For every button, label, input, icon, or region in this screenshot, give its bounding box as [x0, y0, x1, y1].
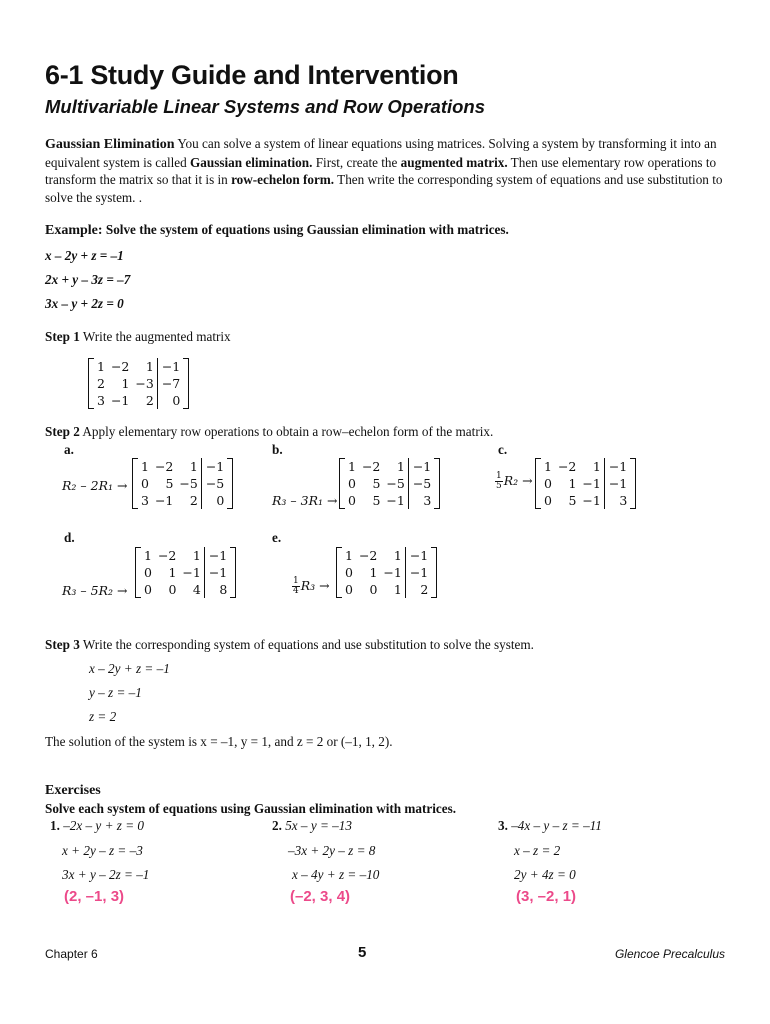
matrix-row — [138, 492, 227, 509]
matrix-cell: 0 — [544, 476, 552, 491]
fraction-numerator: 1 — [496, 471, 502, 481]
matrix-cell: −5 — [179, 476, 198, 491]
step2-instruction — [45, 424, 493, 440]
row-operation: R₃ – 3R₁ → — [272, 493, 338, 508]
row-operation: R₃ – 5R₂ → — [62, 583, 128, 598]
example-equation: 3x – y + 2z = 0 — [45, 296, 124, 311]
matrix-cell: 2 — [405, 581, 431, 598]
matrix-bracket-right — [431, 547, 437, 598]
matrix-cell: 3 — [97, 393, 105, 408]
step3-text: Write the corresponding system of equations and use substitution to solve the system. — [79, 637, 534, 652]
exercise-item — [498, 818, 602, 834]
fraction — [292, 577, 300, 596]
step3-equation: x – 2y + z = –1 — [89, 661, 170, 676]
matrix-row — [345, 458, 434, 475]
matrix-cell: 0 — [544, 493, 552, 508]
example-heading: Example: — [45, 223, 103, 238]
matrix-cell: −2 — [157, 548, 177, 563]
matrix-cell: 0 — [141, 476, 149, 491]
step3-equation: y – z = –1 — [89, 685, 142, 700]
page-number: 5 — [358, 944, 367, 961]
matrix-row — [345, 492, 434, 509]
exercise-equation: 5x – y = –13 — [285, 818, 352, 833]
step3-instruction — [45, 637, 534, 653]
matrix-cell: −2 — [557, 459, 577, 474]
matrix-cell: −1 — [204, 564, 230, 581]
matrix-bracket-right — [227, 458, 233, 509]
matrix-cell: 1 — [396, 459, 405, 474]
matrix-cell: 0 — [157, 392, 183, 409]
matrix-cell: 0 — [345, 565, 353, 580]
matrix-cell: −1 — [405, 547, 431, 564]
matrix-cell: 1 — [141, 459, 149, 474]
matrix-cell: 1 — [393, 582, 402, 597]
matrix-bracket-right — [434, 458, 440, 509]
matrix-cell: −1 — [604, 475, 630, 492]
exercise-equation: –3x + 2y – z = 8 — [288, 843, 376, 858]
matrix-row — [342, 547, 431, 564]
matrix-cell: −1 — [408, 458, 434, 475]
matrix-cell: 1 — [345, 548, 353, 563]
matrix-cell: −5 — [201, 475, 227, 492]
intro-paragraph — [45, 135, 735, 206]
intro-text-3: Then use elementary row operations to transform the matrix so that it is in — [45, 154, 717, 187]
matrix-cell: −2 — [154, 459, 174, 474]
matrix-cell: −1 — [154, 493, 174, 508]
matrix-cell: 1 — [121, 376, 130, 391]
matrix-row — [141, 564, 230, 581]
matrix-cell: 0 — [168, 582, 177, 597]
matrix-cell: 0 — [144, 565, 152, 580]
matrix-row — [541, 458, 630, 475]
exercise-equation: x + 2y – z = –3 — [62, 843, 143, 858]
matrix-cell: 3 — [408, 492, 434, 509]
matrix-cell: −1 — [582, 476, 601, 491]
part-label: e. — [272, 530, 282, 545]
exercise-answer: (2, –1, 3) — [64, 888, 125, 905]
matrix-e — [336, 547, 437, 603]
matrix-cell: 2 — [145, 393, 154, 408]
matrix-bracket-right — [183, 358, 189, 409]
matrix-cell: 1 — [192, 548, 201, 563]
matrix-row — [342, 581, 431, 598]
example-equation: x – 2y + z = –1 — [45, 248, 124, 263]
row-operation-group — [495, 472, 533, 491]
matrix-cell: 3 — [141, 493, 149, 508]
exercise-number: 1. — [50, 818, 60, 833]
step1-text: Write the augmented matrix — [79, 329, 231, 344]
term-gaussian-elimination: Gaussian elimination. — [190, 154, 313, 170]
matrix-row — [94, 375, 183, 392]
matrix-cell: 0 — [369, 582, 378, 597]
example-instructions: Solve the system of equations using Gaussian elimination with matrices. — [102, 222, 509, 237]
matrix-cell: 0 — [345, 582, 353, 597]
step1-matrix — [88, 358, 189, 414]
exercise-equation: –4x – y – z = –11 — [511, 818, 602, 833]
matrix-d — [135, 547, 236, 603]
matrix-a — [132, 458, 233, 514]
row-operation: R₂ – 2R₁ → — [62, 478, 128, 493]
fraction-denominator: 4 — [293, 586, 299, 596]
matrix-c — [535, 458, 636, 514]
matrix-row — [141, 547, 230, 564]
exercise-equation: 2y + 4z = 0 — [514, 867, 576, 882]
matrix-cell: 5 — [568, 493, 577, 508]
matrix-cell: −5 — [386, 476, 405, 491]
solution-statement: The solution of the system is x = –1, y = 1, and z = 2 or (–1, 1, 2). — [45, 734, 393, 749]
matrix-cell: 1 — [544, 459, 552, 474]
matrix-cell: −1 — [182, 565, 201, 580]
matrix-cell: −3 — [135, 376, 154, 391]
matrix-cell: −2 — [110, 359, 130, 374]
matrix-row — [94, 358, 183, 375]
matrix-cell: 2 — [97, 376, 105, 391]
step2-label: Step 2 — [45, 424, 80, 439]
matrix-cell: −1 — [582, 493, 601, 508]
intro-text-2: First, create the — [312, 154, 401, 170]
example-equation: 2x + y – 3z = –7 — [45, 272, 131, 287]
exercise-number: 2. — [272, 818, 282, 833]
matrix-cell: 2 — [189, 493, 198, 508]
matrix-row — [541, 475, 630, 492]
matrix-cell: −2 — [358, 548, 378, 563]
exercise-equation: x – 4y + z = –10 — [292, 867, 380, 882]
matrix-cell: 4 — [192, 582, 201, 597]
part-label: d. — [64, 530, 75, 545]
exercise-equation: 3x + y – 2z = –1 — [62, 867, 150, 882]
step3-equation: z = 2 — [89, 709, 117, 724]
exercise-answer: (–2, 3, 4) — [290, 888, 351, 905]
exercise-item — [50, 818, 144, 834]
matrix-cell: −1 — [386, 493, 405, 508]
matrix-cell: 0 — [348, 476, 356, 491]
exercise-item — [272, 818, 352, 834]
matrix-row — [138, 458, 227, 475]
step1-label: Step 1 — [45, 329, 80, 344]
intro-text-1: You can solve a system of linear equations using matrices. Solving a system by transforming it into an equivalent system is called — [45, 136, 717, 170]
part-label: b. — [272, 442, 283, 457]
matrix-cell: −7 — [157, 375, 183, 392]
step1-instruction — [45, 329, 231, 345]
matrix-row — [94, 392, 183, 409]
matrix-cell: −2 — [361, 459, 381, 474]
matrix-cell: 1 — [145, 359, 154, 374]
fraction — [495, 472, 503, 491]
fraction-numerator: 1 — [293, 576, 299, 586]
footer-book: Glencoe Precalculus — [614, 947, 725, 961]
exercises-instructions: Solve each system of equations using Gaussian elimination with matrices. — [45, 801, 457, 816]
matrix-cell: −1 — [204, 547, 230, 564]
matrix-cell: 1 — [369, 565, 378, 580]
exercise-equation: –2x – y + z = 0 — [63, 818, 144, 833]
matrix-cell: 1 — [168, 565, 177, 580]
matrix-cell: 3 — [604, 492, 630, 509]
matrix-cell: −5 — [408, 475, 434, 492]
matrix-row — [541, 492, 630, 509]
matrix-cell: −1 — [405, 564, 431, 581]
matrix-cell: 1 — [393, 548, 402, 563]
part-label: c. — [498, 442, 508, 457]
matrix-cell: −1 — [157, 358, 183, 375]
step3-label: Step 3 — [45, 637, 80, 652]
matrix-cell: 1 — [97, 359, 105, 374]
matrix-cell: −1 — [110, 393, 130, 408]
row-operation: R₂ → — [503, 473, 533, 488]
term-augmented-matrix: augmented matrix. — [400, 154, 508, 170]
row-operation-group — [292, 577, 330, 596]
intro-lead: Gaussian Elimination — [45, 137, 175, 152]
matrix-cell: 1 — [189, 459, 198, 474]
matrix-cell: 5 — [165, 476, 174, 491]
step2-text: Apply elementary row operations to obtain a row–echelon form of the matrix. — [79, 424, 494, 439]
exercise-answer: (3, –2, 1) — [516, 888, 577, 905]
footer-chapter: Chapter 6 — [45, 947, 98, 961]
matrix-cell: 0 — [144, 582, 152, 597]
matrix-row — [141, 581, 230, 598]
part-label: a. — [64, 442, 74, 457]
matrix-cell: −1 — [604, 458, 630, 475]
exercise-number: 3. — [498, 818, 508, 833]
matrix-cell: 1 — [592, 459, 601, 474]
matrix-row — [342, 564, 431, 581]
matrix-cell: −1 — [201, 458, 227, 475]
matrix-row — [345, 475, 434, 492]
matrix-cell: −1 — [383, 565, 402, 580]
matrix-cell: 1 — [348, 459, 356, 474]
matrix-bracket-right — [230, 547, 236, 598]
matrix-cell: 5 — [372, 493, 381, 508]
example-prompt — [45, 222, 509, 239]
matrix-cell: 8 — [204, 581, 230, 598]
fraction-denominator: 5 — [496, 481, 502, 491]
page-title: 6-1 Study Guide and Intervention — [45, 60, 459, 90]
matrix-bracket-right — [630, 458, 636, 509]
matrix-row — [138, 475, 227, 492]
row-operation: R₃ → — [300, 578, 330, 593]
intro-text-4: Then write the corresponding system of equations and use substitution to solve the system. . — [45, 172, 723, 205]
matrix-cell: 1 — [568, 476, 577, 491]
matrix-cell: 0 — [201, 492, 227, 509]
matrix-cell: 0 — [348, 493, 356, 508]
matrix-cell: 5 — [372, 476, 381, 491]
page-subtitle: Multivariable Linear Systems and Row Operations — [45, 96, 486, 117]
exercise-equation: x – z = 2 — [514, 843, 561, 858]
exercises-heading: Exercises — [45, 783, 101, 798]
matrix-b — [339, 458, 440, 514]
term-row-echelon: row-echelon form. — [231, 172, 335, 187]
matrix-cell: 1 — [144, 548, 152, 563]
